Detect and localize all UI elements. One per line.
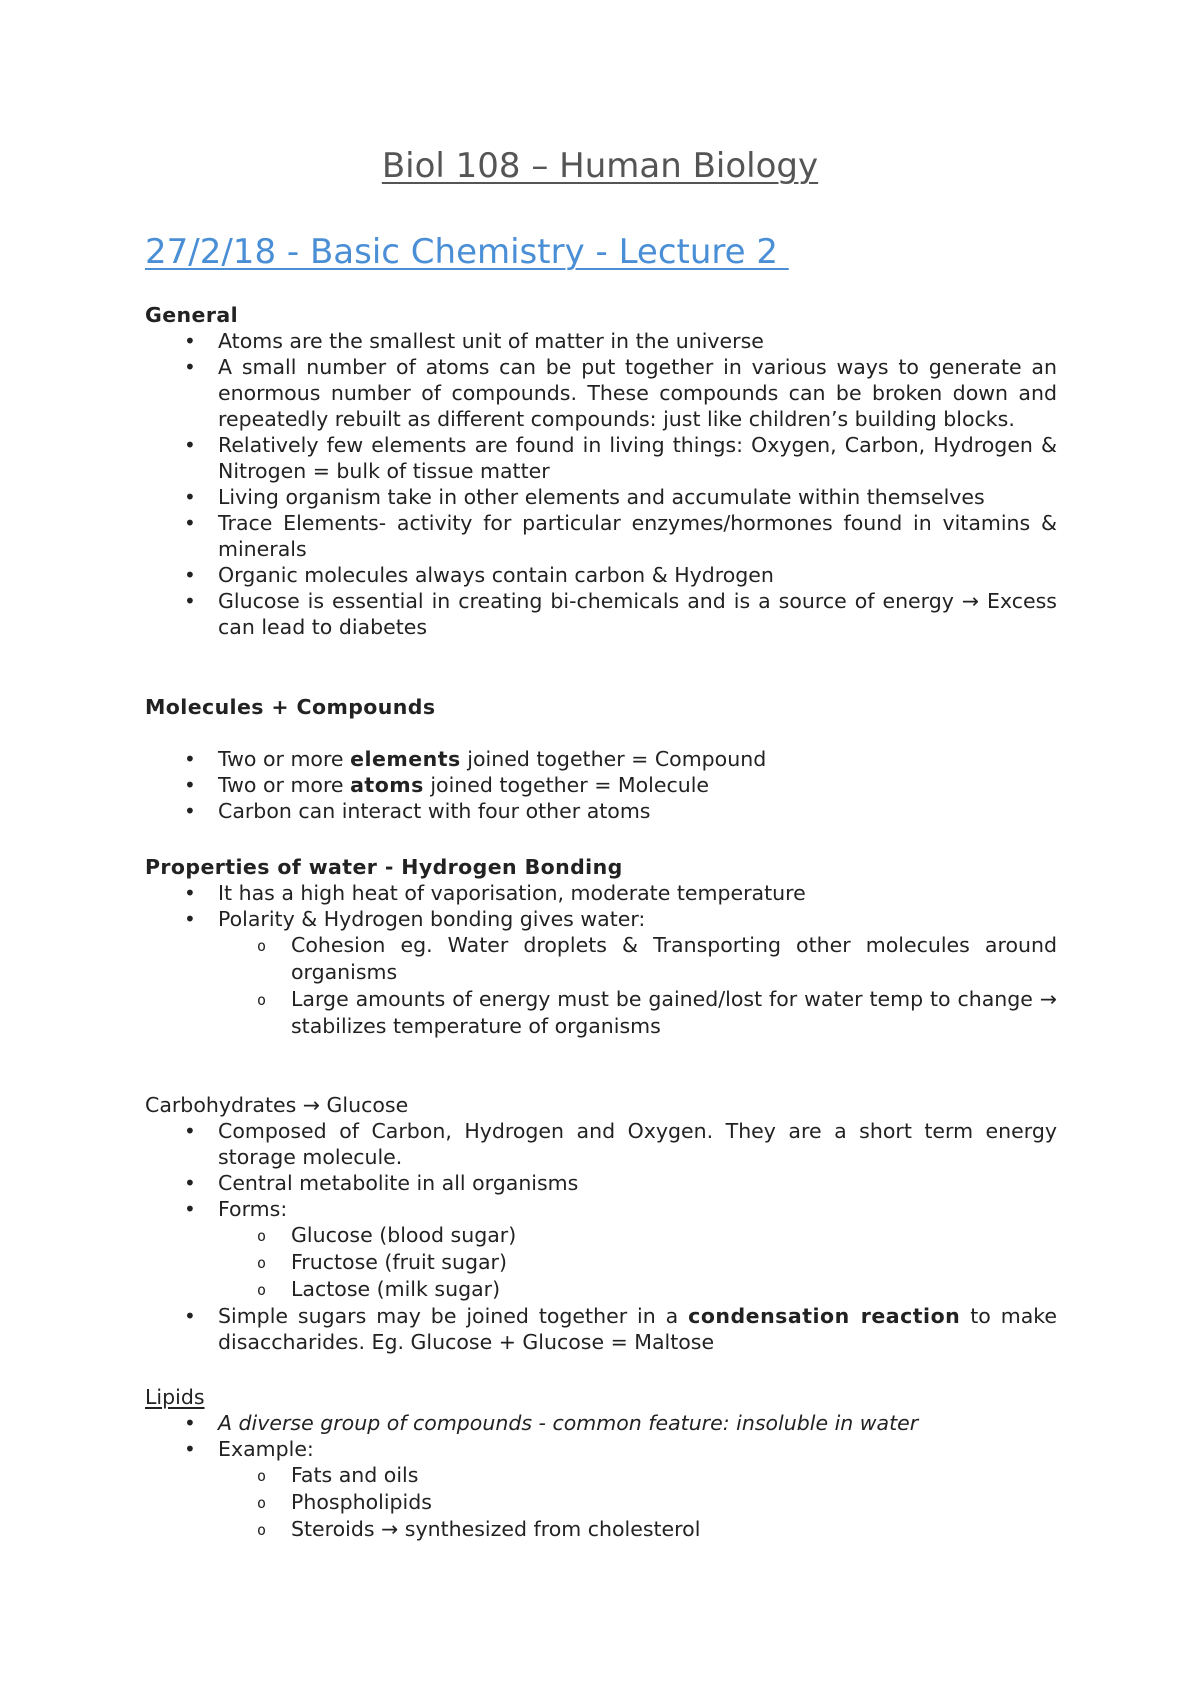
item-text: Forms: [218, 1197, 288, 1221]
sub-list-item: o Large amounts of energy must be gained/lost for water temp to change → stabilizes temperature of organisms [218, 986, 1057, 1040]
list-item [145, 906, 1057, 1040]
sub-list-item: o Fructose (fruit sugar) [218, 1249, 1057, 1276]
emphasis: elements [350, 747, 461, 771]
list-item: • Central metabolite in all organisms [145, 1170, 1057, 1196]
molecules-list [145, 746, 1057, 824]
list-item: • Composed of Carbon, Hydrogen and Oxygen. They are a short term energy storage molecule. [145, 1118, 1057, 1170]
sub-list-item: o Cohesion eg. Water droplets & Transporting other molecules around organisms [218, 932, 1057, 986]
item-text: Example: [218, 1437, 314, 1461]
list-item [145, 1196, 1057, 1303]
list-item [145, 772, 1057, 798]
general-list [145, 328, 1057, 640]
section-heading-carbohydrates: Carbohydrates → Glucose [145, 1093, 409, 1117]
list-item [145, 798, 1057, 824]
emphasis: atoms [350, 773, 424, 797]
list-item [145, 1436, 1057, 1543]
emphasis: condensation reaction [688, 1304, 961, 1328]
sub-list-item: o Glucose (blood sugar) [218, 1222, 1057, 1249]
item-text: to make disaccharides. Eg. Glucose + Glucose = Maltose [218, 1304, 1058, 1354]
examples-sublist [218, 1462, 1057, 1543]
item-text: Carbon can interact with four other atoms [218, 799, 651, 823]
water-sublist [218, 932, 1057, 1040]
list-item: • Atoms are the smallest unit of matter in the universe [145, 328, 1057, 354]
sub-list-item: o Fats and oils [218, 1462, 1057, 1489]
sub-list-item: o Phospholipids [218, 1489, 1057, 1516]
list-item: • Living organism take in other elements and accumulate within themselves [145, 484, 1057, 510]
item-text: Two or more [218, 747, 351, 771]
list-item: • Glucose is essential in creating bi-chemicals and is a source of energy → Excess can lead to diabetes [145, 588, 1057, 640]
sub-list-item: o Lactose (milk sugar) [218, 1276, 1057, 1303]
item-text: joined together = Molecule [423, 773, 710, 797]
document-title: Biol 108 – Human Biology [381, 146, 819, 186]
forms-sublist [218, 1222, 1057, 1303]
section-heading-water: Properties of water - Hydrogen Bonding [145, 855, 623, 879]
list-item: • A small number of atoms can be put together in various ways to generate an enormous number of compounds. These compounds can be broken down and repeatedly rebuilt as different compounds: just like children’s building blocks. [145, 354, 1057, 432]
list-item: • Organic molecules always contain carbon & Hydrogen [145, 562, 1057, 588]
item-text: Simple sugars may be joined together in a [218, 1304, 689, 1328]
list-item [145, 1303, 1057, 1355]
italic-text: A diverse group of compounds - common feature: insoluble in water [218, 1411, 919, 1435]
item-text: Polarity & Hydrogen bonding gives water: [218, 907, 646, 931]
list-item [145, 1410, 1057, 1436]
section-heading-lipids: Lipids [145, 1385, 205, 1409]
section-heading-general: General [145, 303, 238, 327]
sub-list-item: o Steroids → synthesized from cholesterol [218, 1516, 1057, 1543]
water-list [145, 880, 1057, 1040]
lecture-title: 27/2/18 - Basic Chemistry - Lecture 2 [145, 232, 789, 272]
lipids-list [145, 1410, 1057, 1543]
item-text: Two or more [218, 773, 351, 797]
carbohydrates-list [145, 1118, 1057, 1355]
list-item: • Trace Elements- activity for particular enzymes/hormones found in vitamins & minerals [145, 510, 1057, 562]
list-item: • It has a high heat of vaporisation, moderate temperature [145, 880, 1057, 906]
item-text: joined together = Compound [460, 747, 767, 771]
list-item: • Relatively few elements are found in living things: Oxygen, Carbon, Hydrogen & Nitrogen = bulk of tissue matter [145, 432, 1057, 484]
section-heading-molecules: Molecules + Compounds [145, 695, 436, 719]
list-item [145, 746, 1057, 772]
